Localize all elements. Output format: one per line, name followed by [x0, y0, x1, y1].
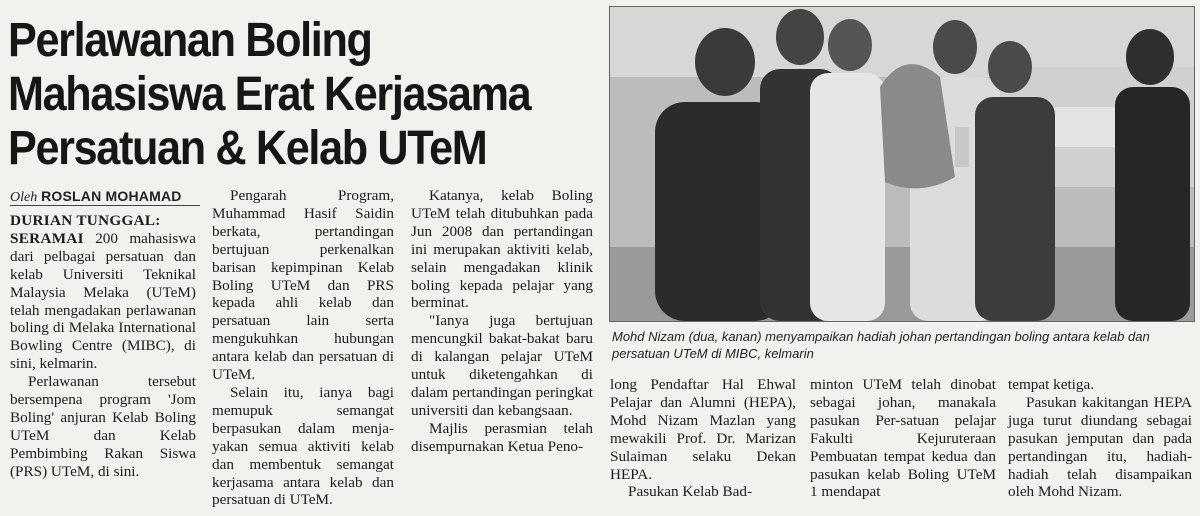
- paragraph: Pasukan kakitangan HEPA juga turut diundang sebagai pasukan jemputan dan pada pertandingan itu, hadiah-hadiah telah disampaikan oleh Mohd Nizam.: [1008, 393, 1192, 501]
- paragraph: "Ianya juga bertujuan mencungkil bakat-bakat baru di kalangan pelajar UTeM untuk diketengahkan di dalam pertandingan peringkat universiti dan kebangsaan.: [411, 312, 593, 419]
- paragraph: long Pendaftar Hal Ehwal Pelajar dan Alumni (HEPA), Mohd Nizam Mazlan yang mewakili Prof. Dr. Marizan Sulaiman selaku Dekan HEPA.: [610, 376, 796, 483]
- headline-line-2: Mahasiswa Erat Kerjasama: [8, 68, 531, 121]
- photo-illustration: [610, 7, 1194, 321]
- paragraph: Selain itu, ianya bagi memupuk semangat berpasukan dalam menja-yakan semua aktiviti kelab dan membentuk semangat kerjasama antara kelab dan persatuan di UTeM.: [212, 383, 394, 509]
- article-column-1: [10, 212, 196, 481]
- photo-caption: Mohd Nizam (dua, kanan) menyampaikan hadiah johan pertandingan boling antara kelab dan persatuan UTeM di MIBC, kelmarin: [612, 329, 1150, 361]
- paragraph: Katanya, kelab Boling UTeM telah ditubuhkan pada Jun 2008 dan pertandingan ini merupakan aktiviti kelab, selain mengadakan klinik boling kepada pelajar yang berminat.: [411, 187, 593, 312]
- news-photo: [609, 6, 1195, 322]
- paragraph-text: 200 mahasiswa dari pelbagai persatuan dan kelab Universiti Teknikal Malaysia Melaka (UTeM) telah mengadakan perlawanan boling di Melaka International Bowling Centre (MIBC), di sini, kelmarin.: [10, 229, 196, 373]
- paragraph: Pengarah Program, Muhammad Hasif Saidin berkata, pertandingan bertujuan perkenalkan barisan kepimpinan Kelab Boling UTeM dan PRS kepada ahli kelab dan persatuan lain serta mengukuhkan hubungan antara kelab dan persatuan di UTeM.: [212, 187, 394, 384]
- paragraph: Pasukan Kelab Bad-: [628, 483, 752, 501]
- byline-author: ROSLAN MOHAMAD: [41, 188, 182, 204]
- byline-rule: [10, 205, 200, 206]
- article-column-2: [212, 187, 394, 509]
- headline-line-3: Persatuan & Kelab UTeM: [8, 122, 487, 175]
- paragraph: [10, 212, 196, 373]
- paragraph: minton UTeM telah dinobat sebagai johan, manakala pasukan Per-satuan pelajar Fakulti Kejuruteraan Pembuatan tempat kedua dan pasukan kelab Boling UTeM 1 mendapat: [810, 376, 996, 501]
- dateline: DURIAN TUNGGAL:: [10, 212, 161, 229]
- paragraph: Perlawanan tersebut bersempena program 'Jom Boling' anjuran Kelab Boling UTeM dan Kelab Pembimbing Rakan Siswa (PRS) UTeM, di sini.: [10, 373, 196, 480]
- lead-word: SERAMAI: [10, 229, 84, 247]
- byline-prefix: Oleh: [10, 190, 38, 205]
- article-column-5: [810, 376, 996, 501]
- paragraph: tempat ketiga.: [1008, 376, 1095, 393]
- paragraph: Majlis perasmian telah disempurnakan Ketua Peno-: [411, 419, 593, 455]
- article-column-4: [610, 376, 796, 501]
- article-column-6: [1008, 376, 1192, 501]
- headline: [8, 14, 548, 176]
- headline-line-1: Perlawanan Boling: [8, 14, 372, 67]
- byline: [10, 188, 182, 206]
- article-column-3: [411, 187, 593, 456]
